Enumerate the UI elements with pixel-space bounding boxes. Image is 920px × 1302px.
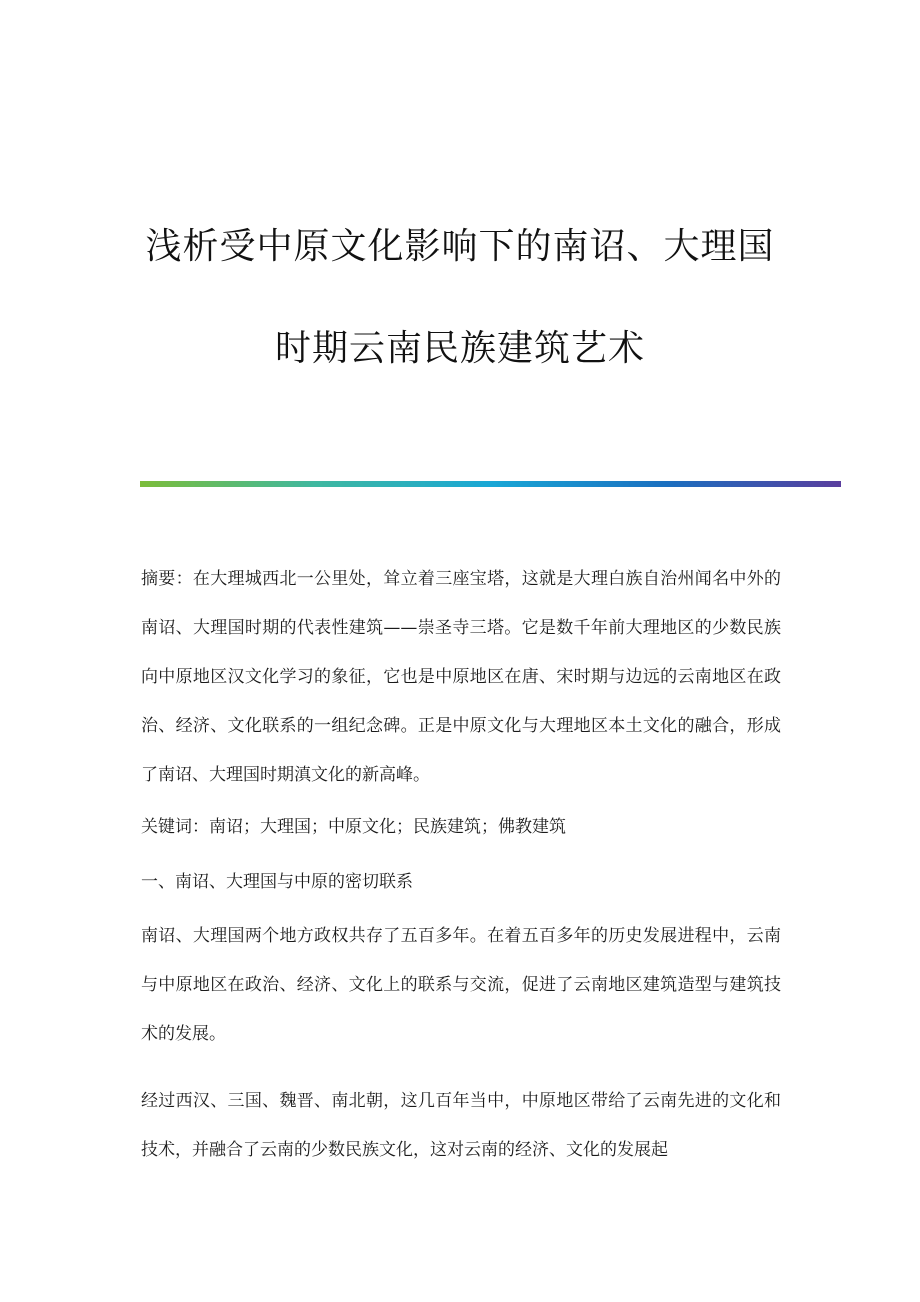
abstract-paragraph: 摘要：在大理城西北一公里处，耸立着三座宝塔，这就是大理白族自治州闻名中外的南诏、大理国时期的代表性建筑——崇圣寺三塔。它是数千年前大理地区的少数民族向中原地区汉文化学习的象征，它也是中原地区在唐、宋时期与边远的云南地区在政治、经济、文化联系的一组纪念碑。正是中原文化与大理地区本土文化的融合，形成了南诏、大理国时期滇文化的新高峰。 [141, 569, 781, 785]
title-line-1: 浅析受中原文化影响下的南诏、大理国 [145, 226, 775, 267]
section-heading: 一、南诏、大理国与中原的密切联系 [141, 872, 413, 892]
document-title [0, 196, 920, 400]
document-body [141, 555, 781, 1193]
keywords-line: 关键词：南诏；大理国；中原文化；民族建筑；佛教建筑 [141, 817, 566, 837]
title-line-2: 时期云南民族建筑艺术 [274, 328, 645, 369]
body-paragraph: 南诏、大理国两个地方政权共存了五百多年。在着五百多年的历史发展进程中，云南与中原地区在政治、经济、文化上的联系与交流，促进了云南地区建筑造型与建筑技术的发展。 [141, 926, 781, 1044]
title-divider [140, 481, 841, 487]
body-paragraph: 经过西汉、三国、魏晋、南北朝，这几百年当中，中原地区带给了云南先进的文化和技术，并融合了云南的少数民族文化，这对云南的经济、文化的发展起 [141, 1091, 781, 1160]
